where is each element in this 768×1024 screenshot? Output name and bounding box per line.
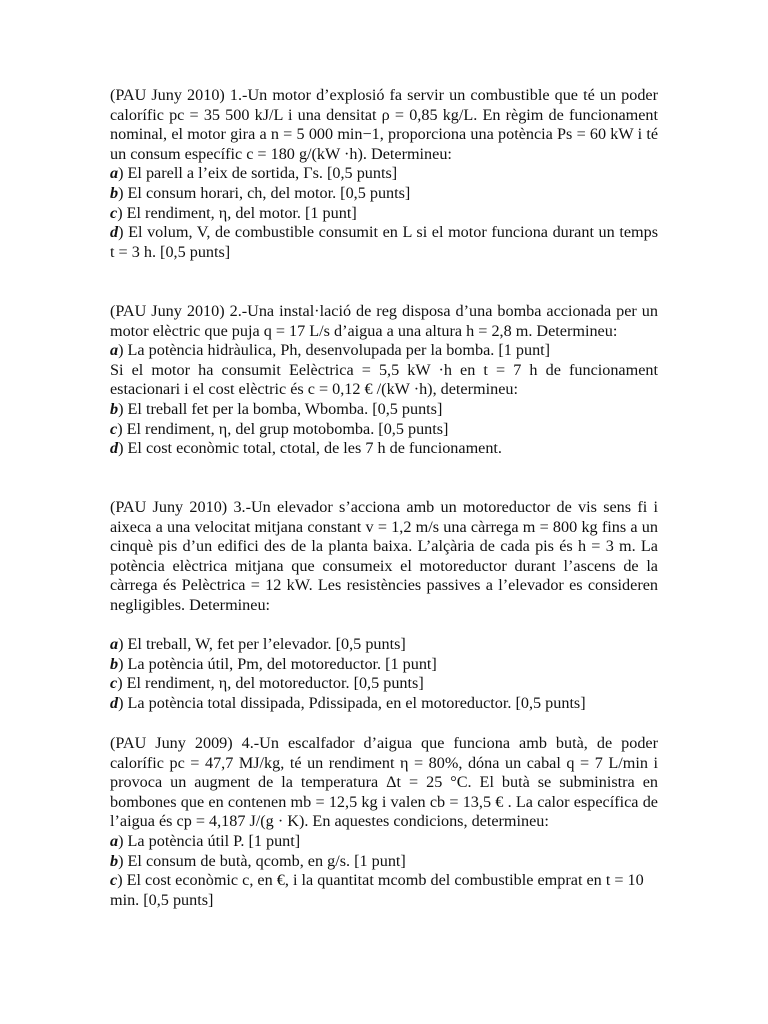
problem-4-item-c: c) El cost econòmic c, en €, i la quantitat mcomb del combustible emprat en t = 10 min. [0,5 punts] bbox=[110, 871, 644, 909]
problem-1-item-b: b) El consum horari, ch, del motor. [0,5 punts] bbox=[110, 183, 411, 202]
problem-4-item-b: b) El consum de butà, qcomb, en g/s. [1 punt] bbox=[110, 851, 406, 870]
problem-2-item-b: b) El treball fet per la bomba, Wbomba. [0,5 punts] bbox=[110, 399, 443, 418]
problem-2-item-d: d) El cost econòmic total, ctotal, de les 7 h de funcionament. bbox=[110, 439, 502, 458]
problem-3-item-a: a) El treball, W, fet per l’elevador. [0,5 punts] bbox=[110, 635, 406, 654]
problem-2-statement: (PAU Juny 2010) 2.-Una instal·lació de reg disposa d’una bomba accionada per un motor elèctric que puja q = 17 L/s d’aigua a una altura h = 2,8 m. Determineu: bbox=[110, 302, 658, 340]
problem-3-item-b: b) La potència útil, Pm, del motoreductor. [1 punt] bbox=[110, 654, 437, 673]
problem-2-middle: Si el motor ha consumit Eelèctrica = 5,5 kW ·h en t = 7 h de funcionament estacionari i el cost elèctric és c = 0,12 € /(kW ·h), determineu: bbox=[110, 360, 658, 399]
problem-1-statement: (PAU Juny 2010) 1.-Un motor d’explosió fa servir un combustible que té un poder calorífic pc = 35 500 kJ/L i una densitat ρ = 0,85 kg/L. En règim de funcionament nominal, el motor gira a n = 5 000 min−1, proporciona una potència Ps = 60 kW i té un consum específic c = 180 g/(kW ·h). Determineu: bbox=[110, 86, 658, 163]
problem-1-item-a: a) El parell a l’eix de sortida, Γs. [0,5 punts] bbox=[110, 164, 398, 183]
problem-2-item-a: a) La potència hidràulica, Ph, desenvolupada per la bomba. [1 punt] bbox=[110, 341, 551, 360]
problem-1-item-d: d) El volum, V, de combustible consumit en L si el motor funciona durant un temps t = 3 h. [0,5 punts] bbox=[110, 223, 658, 261]
problem-2 bbox=[110, 302, 658, 459]
problem-1-item-c: c) El rendiment, η, del motor. [1 punt] bbox=[110, 203, 357, 222]
problem-1 bbox=[110, 86, 658, 262]
problem-3 bbox=[110, 498, 658, 714]
problem-3-item-d: d) La potència total dissipada, Pdissipada, en el motoreductor. [0,5 punts] bbox=[110, 693, 586, 712]
problem-4 bbox=[110, 734, 658, 910]
problem-3-item-c: c) El rendiment, η, del motoreductor. [0,5 punts] bbox=[110, 674, 424, 693]
problem-3-statement: (PAU Juny 2010) 3.-Un elevador s’acciona amb un motoreductor de vis sens fi i aixeca a una velocitat mitjana constant v = 1,2 m/s una càrrega m = 800 kg fins a un cinquè pis d’un edifici des de la planta baixa. L’alçària de cada pis és h = 3 m. La potència elèctrica mitjana que consumeix el motoreductor durant l’ascens de la càrrega és Pelèctrica = 12 kW. Les resistències passives a l’elevador es consideren negligibles. Determineu: bbox=[110, 498, 658, 614]
problem-2-item-c: c) El rendiment, η, del grup motobomba. [0,5 punts] bbox=[110, 419, 449, 438]
problem-4-item-a: a) La potència útil P. [1 punt] bbox=[110, 831, 301, 850]
problem-4-statement: (PAU Juny 2009) 4.-Un escalfador d’aigua que funciona amb butà, de poder calorífic pc = 47,7 MJ/kg, té un rendiment η = 80%, dóna un cabal q = 7 L/min i provoca un augment de la temperatura Δt = 25 °C. El butà se subministra en bombones que en contenen mb = 12,5 kg i valen cb = 13,5 € . La calor específica de l’aigua és cp = 4,187 J/(g · K). En aquestes condicions, determineu: bbox=[110, 734, 658, 831]
